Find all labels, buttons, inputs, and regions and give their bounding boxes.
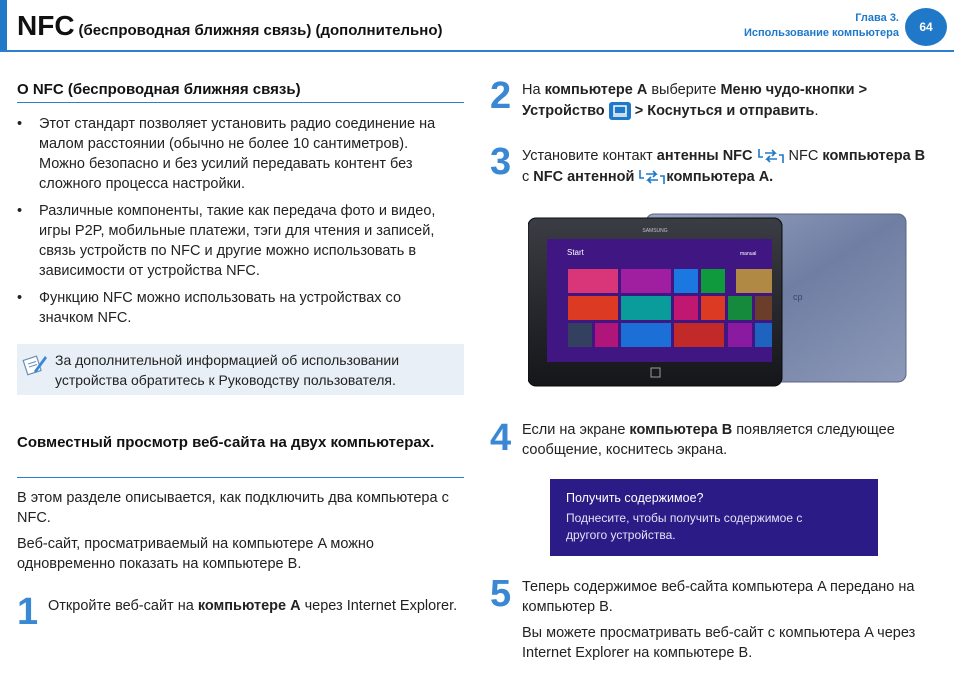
section-divider xyxy=(17,102,464,103)
step-4-number: 4 xyxy=(490,417,512,459)
header-divider xyxy=(0,50,954,52)
tablet-nfc-illustration xyxy=(528,212,908,388)
step-text: с xyxy=(522,169,534,185)
page-title-sub: (беспроводная ближняя связь) (дополнительно) xyxy=(78,22,443,39)
step-emphasis: компьютера A. xyxy=(666,169,774,185)
step-text: Если на экране xyxy=(522,422,630,438)
list-item: • Различные компоненты, такие как передача фото и видео, игры P2P, мобильные платежи, тэги для чтения и записей, связь устройств по NFC и другие можно использовать в зависимости от устройства NFC. xyxy=(17,201,457,281)
step-3-number: 3 xyxy=(490,141,512,183)
list-item: • Функцию NFC можно использовать на устройствах со значком NFC. xyxy=(17,288,457,328)
start-tiles xyxy=(568,269,772,347)
step-1-text xyxy=(48,596,458,616)
step-4-text xyxy=(522,420,942,460)
step-emphasis: NFC антенной xyxy=(533,169,635,185)
nfc-feature-list xyxy=(17,114,457,335)
step-emphasis: Меню чудо-кнопки > Устройство xyxy=(522,82,868,119)
intro-paragraph-2: Веб-сайт, просматриваемый на компьютере A можно одновременно показать на компьютере B. xyxy=(17,536,374,572)
step-emphasis: антенны NFC xyxy=(656,148,753,164)
tablet-a-front xyxy=(528,218,782,386)
step-3-text xyxy=(522,146,942,188)
step-5-text: Теперь содержимое веб-сайта компьютера A передано на компьютер B. xyxy=(522,579,915,615)
step-text: . xyxy=(814,103,819,119)
step-text: Установите контакт xyxy=(522,148,657,164)
step-2-number: 2 xyxy=(490,75,512,117)
step-text: На xyxy=(522,82,545,98)
step-text: через Internet Explorer. xyxy=(300,598,458,614)
nfc-icon xyxy=(638,168,666,186)
step-emphasis: компьютере A xyxy=(197,598,301,614)
list-item: • Этот стандарт позволяет установить радио соединение на малом расстоянии (обычно не более 10 сантиметров). Можно безопасно и без усилий передавать контент без сложного процесса настройки. xyxy=(17,114,457,194)
svg-text:cp: cp xyxy=(793,292,803,302)
step-emphasis: компьютера B xyxy=(822,148,926,164)
step-1-number: 1 xyxy=(17,591,39,633)
section-title-shared-browsing: Совместный просмотр веб-сайта на двух компьютерах. xyxy=(17,434,435,451)
step-text: появляется следующее сообщение, коснитесь экрана. xyxy=(522,422,895,458)
nfc-icon xyxy=(757,147,785,165)
step-5-text-2: Вы можете просматривать веб-сайт с компьютера A через Internet Explorer на компьютере B. xyxy=(522,625,916,661)
note-text: За дополнительной информацией об использовании устройства обратитесь к Руководству пользователя. xyxy=(55,352,400,388)
prompt-body: Поднесите, чтобы получить содержимое с другого устройства. xyxy=(566,511,803,542)
step-5-number: 5 xyxy=(490,573,512,615)
step-text: выберите xyxy=(647,82,721,98)
tablet-brand: SAMSUNG xyxy=(642,228,668,234)
header-accent-bar xyxy=(0,0,7,50)
step-emphasis: > Коснуться и отправить xyxy=(634,103,815,119)
step-2-text xyxy=(522,80,932,122)
section-divider xyxy=(17,477,464,478)
prompt-title: Получить содержимое? xyxy=(566,491,704,505)
start-screen-label: Start xyxy=(567,248,584,257)
start-screen-user: manual xyxy=(740,251,757,257)
page-number-badge: 64 xyxy=(905,8,947,46)
step-emphasis: компьютере A xyxy=(544,82,648,98)
page-title-main: NFC xyxy=(17,10,75,41)
receive-content-prompt[interactable] xyxy=(550,479,878,556)
chapter-title: Использование компьютера xyxy=(743,27,899,39)
chapter-number: Глава 3. xyxy=(855,12,899,24)
section-title-about-nfc: О NFC (беспроводная ближняя связь) xyxy=(17,81,301,98)
step-text: Откройте веб-сайт на xyxy=(48,598,198,614)
chapter-label xyxy=(744,11,899,41)
devices-charm-icon xyxy=(609,102,631,120)
step-emphasis: компьютера B xyxy=(629,422,733,438)
note-pen-icon xyxy=(22,352,48,376)
intro-paragraph: В этом разделе описывается, как подключить два компьютера с NFC. xyxy=(17,490,449,526)
page-title xyxy=(17,10,442,42)
step-text: NFC xyxy=(784,148,823,164)
